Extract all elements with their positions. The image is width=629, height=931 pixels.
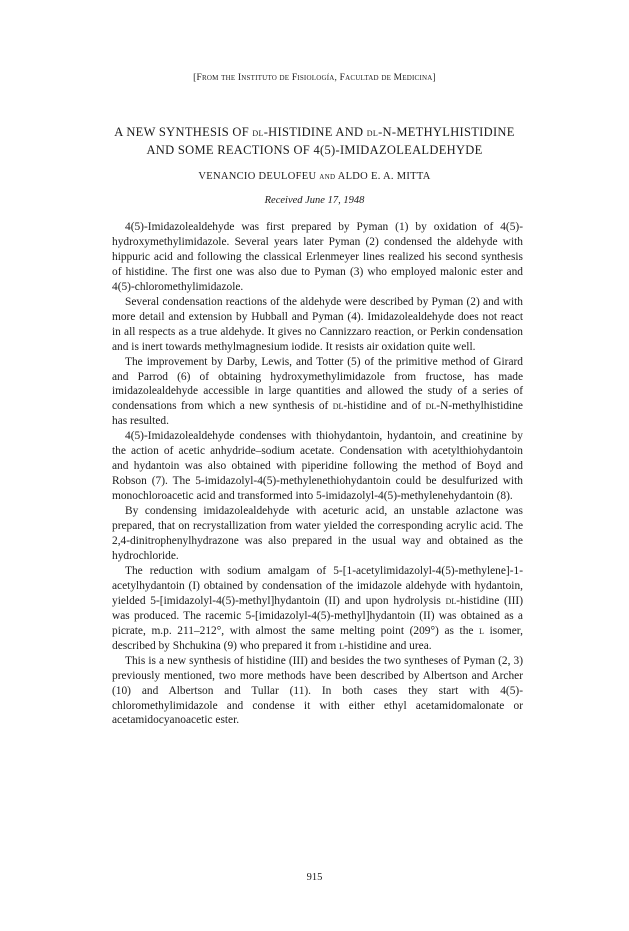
paragraph-text: isomer, described by Shchukina (9) who prepared it from [112,624,523,652]
stereo-prefix: dl [332,400,344,413]
paragraph-7: This is a new synthesis of histidine (III) and besides the two syntheses of Pyman (2, 3) previously mentioned, two more methods have been described by Albertson and Archer (10) and Albertson and Tullar (11). In both cases they start with 4(5)-chloromethylimidazole and condense it with either ethyl acetamidomalonate or acetamidocyanoacetic ester. [112,654,523,727]
title-text: -N-METHYLHISTIDINE [378,125,515,139]
title-text: -HISTIDINE AND [263,125,367,139]
paragraph-4: 4(5)-Imidazolealdehyde condenses with thiohydantoin, hydantoin, and creatinine by the action of acetic anhydride–sodium acetate. Condensation with acetylthiohydantoin and hydantoin was also obtained with piperidine following the method of Boyd and Robson (7). The 5-imidazolyl-4(5)-methylenethiohydantoin could be desulfurized with monochloroacetic acid and transformed into 5-imidazolyl-4(5)-methylenehydantoin (8). [112,430,523,503]
author-conjunction: and [319,172,336,182]
stereo-prefix: l [479,624,484,637]
title-prefix: dl [366,127,379,139]
paragraph-2: Several condensation reactions of the aldehyde were described by Pyman (2) and with more detail and extension by Hubball and Pyman (4). Imidazolealdehyde does not react in all respects as a true aldehyde. It gives no Cannizzaro reaction, or Perkin condensation and is inert towards methylmagnesium iodide. It resists air oxidation quite well. [112,295,523,353]
received-date: Received June 17, 1948 [264,195,365,206]
paragraph-text: -histidine (III) was produced. The racemic 5-[imidazolyl-4(5)-methyl]hydantoin (II) was obtained as a picrate, m.p. 211–212°, with almost the same melting point (209°) as the [112,594,523,637]
article-body [112,220,523,728]
title-line-1 [0,124,629,142]
paragraph-text: The improvement by Darby, Lewis, and Totter (5) of the primitive method of Girard and Parrod (6) of obtaining hydroxymethylimidazole from fructose, has made imidazolealdehyde accessible in large quantities and allowed the study of a series of condensations from which a new synthesis of [112,355,523,413]
author-name: VENANCIO DEULOFEU [198,171,320,182]
author-name: ALDO E. A. MITTA [335,171,431,182]
paragraph-5: By condensing imidazolealdehyde with aceturic acid, an unstable azlactone was prepared, that on recrystallization from water yielded the corresponding acrylic acid. The 2,4-dinitrophenylhydrazone was also prepared in the usual way and obtained as the hydrochloride. [112,505,523,562]
title-line-2: AND SOME REACTIONS OF 4(5)-IMIDAZOLEALDEHYDE [146,143,483,157]
page-number: 915 [306,872,323,883]
title-prefix: dl [252,127,264,139]
stereo-prefix: l [339,639,345,652]
paragraph-text: The reduction with sodium amalgam of 5-[1-acetylimidazolyl-4(5)-methylene]-1-acetylhydantoin (I) obtained by condensation of the imidazole aldehyde with hydantoin, yielded 5-[imidazolyl-4(5)-methyl]hydantoin (II) and upon hydrolysis [112,564,523,607]
article-title [0,124,629,159]
affiliation-line: [From the Instituto de Fisiología, Facultad de Medicina] [193,73,436,83]
paragraph-text: -histidine and of [343,400,426,413]
author-line [0,171,629,182]
paragraph-6 [112,564,523,654]
stereo-prefix: dl [425,400,437,413]
title-text: A NEW SYNTHESIS OF [114,125,253,139]
paragraph-1: 4(5)-Imidazolealdehyde was first prepared by Pyman (1) by oxidation of 4(5)-hydroxymethylimidazole. Several years later Pyman (2) condensed the aldehyde with hippuric acid and following the classical Erlenmeyer lines realized his second synthesis of histidine. The first one was also due to Pyman (3) who employed malonic ester and 4(5)-chloromethylimidazole. [112,221,523,293]
paragraph-3 [112,355,523,430]
paragraph-text: -histidine and urea. [344,639,432,652]
paragraph-text: -N-methylhistidine has resulted. [112,400,523,428]
stereo-prefix: dl [445,594,457,607]
